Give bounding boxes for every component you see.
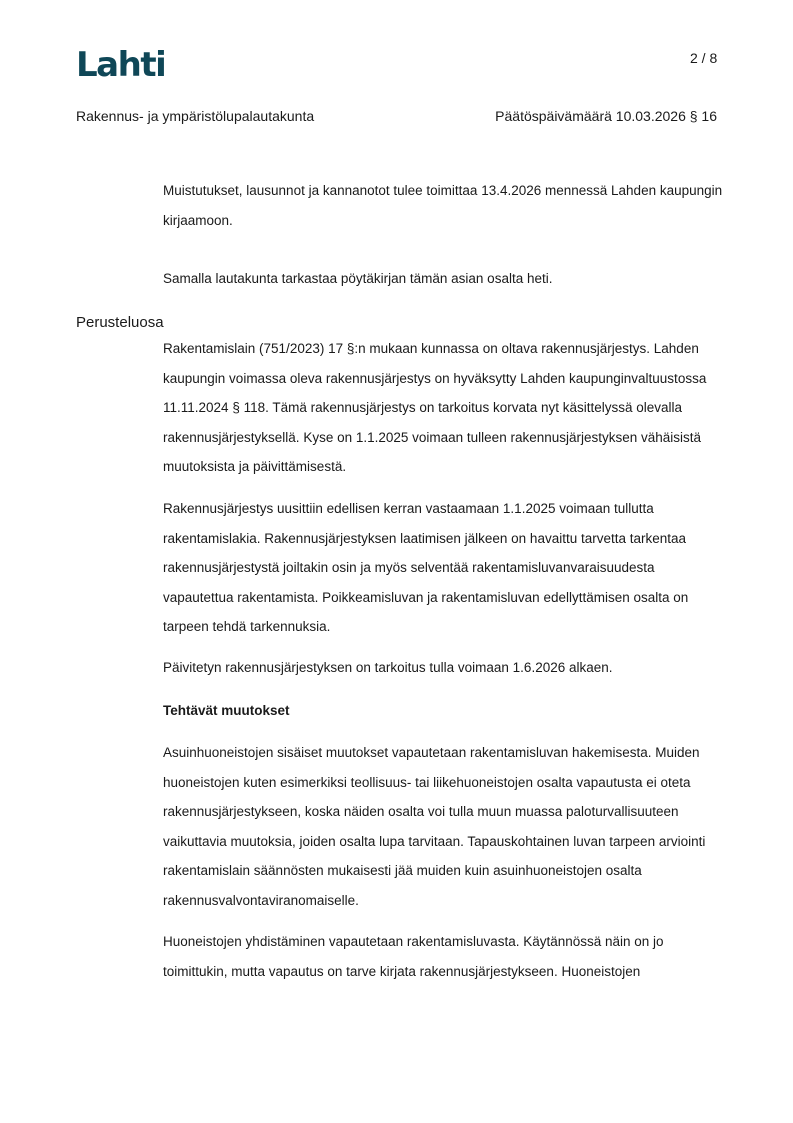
changes-subheading: Tehtävät muutokset xyxy=(163,703,290,718)
intro-paragraph-2: Samalla lautakunta tarkastaa pöytäkirjan tämän asian osalta heti. xyxy=(163,271,553,286)
section-paragraph-4: Asuinhuoneistojen sisäiset muutokset vapautetaan rakentamisluvan hakemisesta. Muiden huoneistojen kuten esimerkiksi teollisuus- tai liikehuoneistojen osalta vapautusta ei oteta rakennusjärjestykseen, koska näiden osalta voi tulla muun muassa paloturvallisuuteen vaikuttavia muutoksia, joiden osalta lupa tarvitaan. Tapauskohtainen luvan tarpeen arviointi rakentamislain säännösten mukaisesti jää muiden kuin asuinhuoneistojen osalta rakennusvalvontaviranomaiselle. xyxy=(163,745,706,908)
decision-date: Päätöspäivämäärä 10.03.2026 § 16 xyxy=(495,108,717,124)
section-paragraph-1: Rakentamislain (751/2023) 17 §:n mukaan kunnassa on oltava rakennusjärjestys. Lahden kaupungin voimassa oleva rakennusjärjestys on hyväksytty Lahden kaupunginvaltuustossa 11.11.2024 § 118. Tämä rakennusjärjestys on tarkoitus korvata nyt käsittelyssä olevalla rakennusjärjestyksellä. Kyse on 1.1.2025 voimaan tulleen rakennusjärjestyksen vähäisistä muutoksista ja päivittämisestä. xyxy=(163,341,707,474)
page-number: 2 / 8 xyxy=(690,50,718,66)
intro-paragraph-1: Muistutukset, lausunnot ja kannanotot tulee toimittaa 13.4.2026 mennessä Lahden kaupungin kirjaamoon. xyxy=(163,183,723,228)
committee-name: Rakennus- ja ympäristölupalautakunta xyxy=(76,108,315,124)
lahti-logo: Lahti xyxy=(76,45,166,85)
section-paragraph-5: Huoneistojen yhdistäminen vapautetaan rakentamisluvasta. Käytännössä näin on jo toimittukin, mutta vapautus on tarve kirjata rakennusjärjestykseen. Huoneistojen xyxy=(163,934,664,979)
section-paragraph-2: Rakennusjärjestys uusittiin edellisen kerran vastaamaan 1.1.2025 voimaan tullutta rakentamislakia. Rakennusjärjestyksen laatimisen jälkeen on havaittu tarvetta tarkentaa rakennusjärjestystä joiltakin osin ja myös selventää rakentamisluvanvaraisuudesta vapautettua rakentamista. Poikkeamisluvan ja rakentamisluvan edellyttämisen osalta on tarpeen tehdä tarkennuksia. xyxy=(163,501,689,634)
section-heading: Perusteluosa xyxy=(76,314,164,331)
section-paragraph-3: Päivitetyn rakennusjärjestyksen on tarkoitus tulla voimaan 1.6.2026 alkaen. xyxy=(163,660,613,675)
